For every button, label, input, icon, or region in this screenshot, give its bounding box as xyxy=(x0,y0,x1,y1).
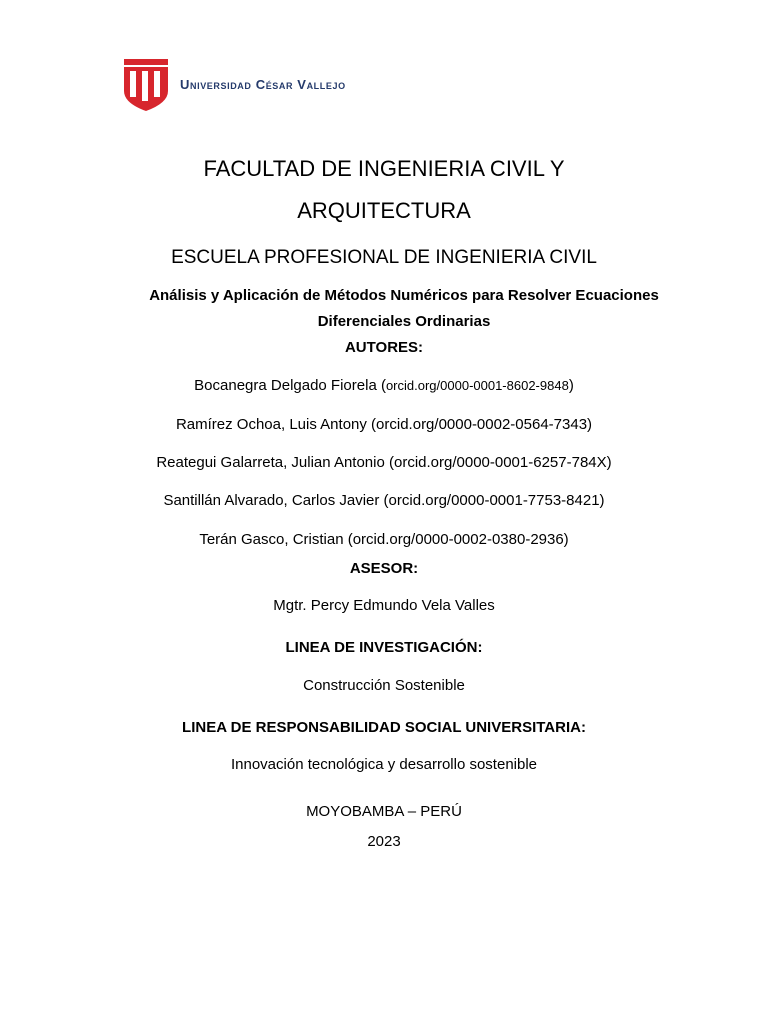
advisor-heading: ASESOR: xyxy=(349,560,419,577)
social-line-heading: LINEA DE RESPONSABILIDAD SOCIAL UNIVERSITARIA: xyxy=(182,719,586,736)
author-1-name: Bocanegra Delgado Fiorela ( xyxy=(194,377,386,394)
author-1 xyxy=(0,377,768,394)
advisor-name: Mgtr. Percy Edmundo Vela Valles xyxy=(273,597,495,614)
year: 2023 xyxy=(367,833,401,850)
authors-heading: AUTORES: xyxy=(344,339,424,356)
author-1-orcid: orcid.org/0000-0001-8602-9848 xyxy=(385,378,569,393)
research-line-heading: LINEA DE INVESTIGACIÓN: xyxy=(285,639,483,656)
research-line: Construcción Sostenible xyxy=(303,677,465,694)
faculty-line-2: ARQUITECTURA xyxy=(297,198,471,223)
school-name: ESCUELA PROFESIONAL DE INGENIERIA CIVIL xyxy=(171,247,597,268)
author-3: Reategui Galarreta, Julian Antonio (orcid.org/0000-0001-6257-784X) xyxy=(156,454,612,471)
author-5: Terán Gasco, Cristian (orcid.org/0000-0002-0380-2936) xyxy=(199,531,569,548)
author-4: Santillán Alvarado, Carlos Javier (orcid.org/0000-0001-7753-8421) xyxy=(163,492,605,509)
ucv-shield-icon xyxy=(122,57,170,111)
faculty-line-1: FACULTAD DE INGENIERIA CIVIL Y xyxy=(203,156,565,181)
university-logo xyxy=(122,57,346,111)
thesis-title-line-1: Análisis y Aplicación de Métodos Numéricos para Resolver Ecuaciones xyxy=(149,287,659,304)
author-1-close: ) xyxy=(568,377,574,394)
author-2: Ramírez Ochoa, Luis Antony (orcid.org/0000-0002-0564-7343) xyxy=(175,416,593,433)
social-line: Innovación tecnológica y desarrollo sostenible xyxy=(230,756,538,773)
logo-wordmark: Universidad César Vallejo xyxy=(180,76,346,92)
thesis-title-line-2: Diferenciales Ordinarias xyxy=(317,313,491,330)
place: MOYOBAMBA – PERÚ xyxy=(306,803,462,820)
